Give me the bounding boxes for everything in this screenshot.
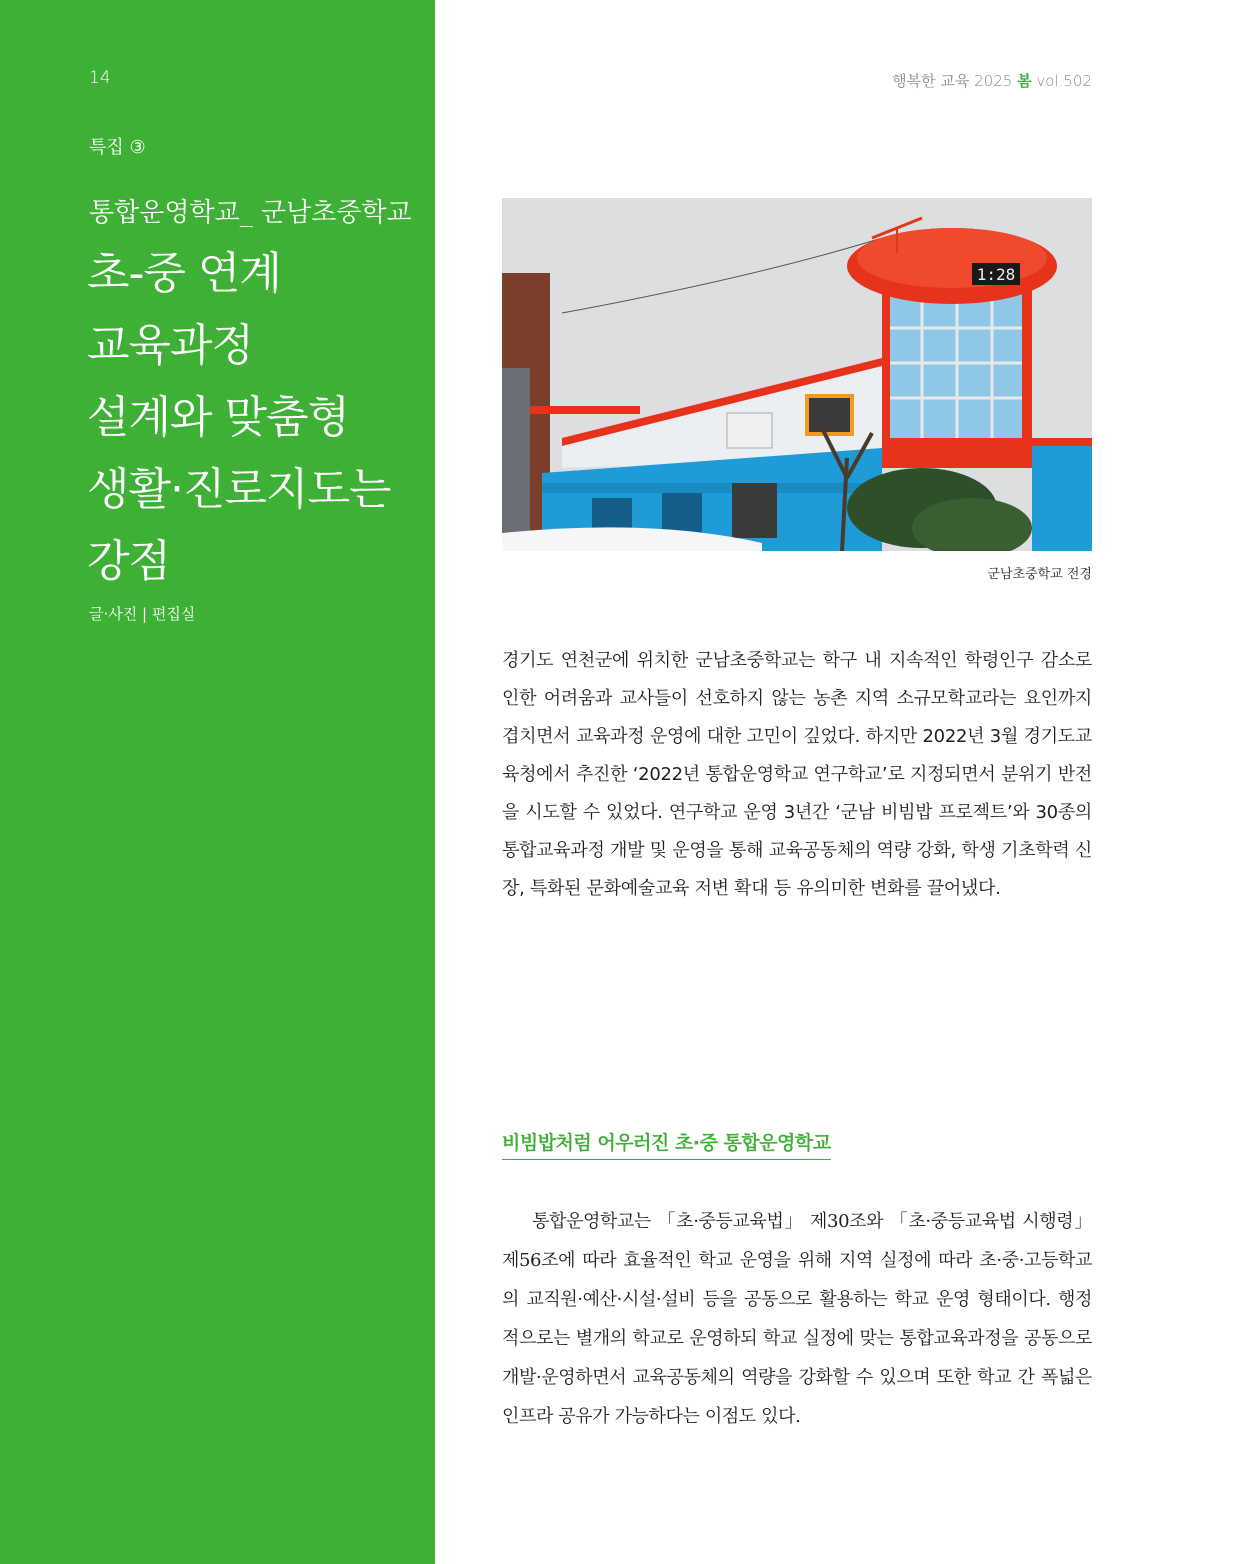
section-heading: 비빔밥처럼 어우러진 초·중 통합운영학교 (502, 1128, 831, 1160)
title-line: 초-중 연계 (87, 248, 281, 299)
sidebar (0, 0, 435, 1564)
body-paragraph: 통합운영학교는 「초·중등교육법」 제30조와 「초·중등교육법 시행령」 제56조에 따라 효율적인 학교 운영을 위해 지역 실정에 따라 초·중·고등학교의 교직원·예산·시설·설비 등을 공동으로 활용하는 학교 운영 형태이다. 행정적으로는 별개의 학교로 운영하되 학교 실정에 맞는 통합교육과정을 공동으로 개발·운영하면서 교육공동체의 역량을 강화할 수 있으며 또한 학교 간 폭넓은 인프라 공유가 가능하다는 이점도 있다. (502, 1211, 1092, 1427)
running-header (892, 70, 1092, 91)
clock-display: 1:28 (976, 265, 1016, 284)
section-tag: 특집 ③ (89, 137, 146, 158)
title-line: 교육과정 (87, 320, 254, 371)
photo-caption: 군남초중학교 전경 (987, 567, 1092, 582)
volume-label: vol.502 (1036, 72, 1092, 90)
intro-paragraph: 경기도 연천군에 위치한 군남초중학교는 학구 내 지속적인 학령인구 감소로 인한 어려움과 교사들이 선호하지 않는 농촌 지역 소규모학교라는 요인까지 겹치면서 교육과정 운영에 대한 고민이 깊었다. 하지만 2022년 3월 경기도교육청에서 추진한 ‘2022년 통합운영학교 연구학교’로 지정되면서 분위기 반전을 시도할 수 있었다. 연구학교 운영 3년간 ‘군남 비빔밥 프로젝트’와 30종의 통합교육과정 개발 및 운영을 통해 교육공동체의 역량 강화, 학생 기초학력 신장, 특화된 문화예술교육 저변 확대 등 유의미한 변화를 끌어냈다. (502, 650, 1092, 899)
article-title (87, 238, 427, 598)
article-subtitle: 통합운영학교_ 군남초중학교 (89, 198, 412, 228)
season-label: 봄 (1017, 72, 1032, 90)
title-line: 생활·진로지도는 (87, 464, 391, 515)
title-line: 강점 (87, 536, 171, 587)
byline: 글·사진 | 편집실 (89, 605, 196, 623)
school-photo (502, 198, 1092, 551)
page-number: 14 (89, 68, 111, 88)
title-line: 설계와 맞춤형 (87, 392, 350, 443)
magazine-name: 행복한 교육 2025 (892, 72, 1013, 90)
